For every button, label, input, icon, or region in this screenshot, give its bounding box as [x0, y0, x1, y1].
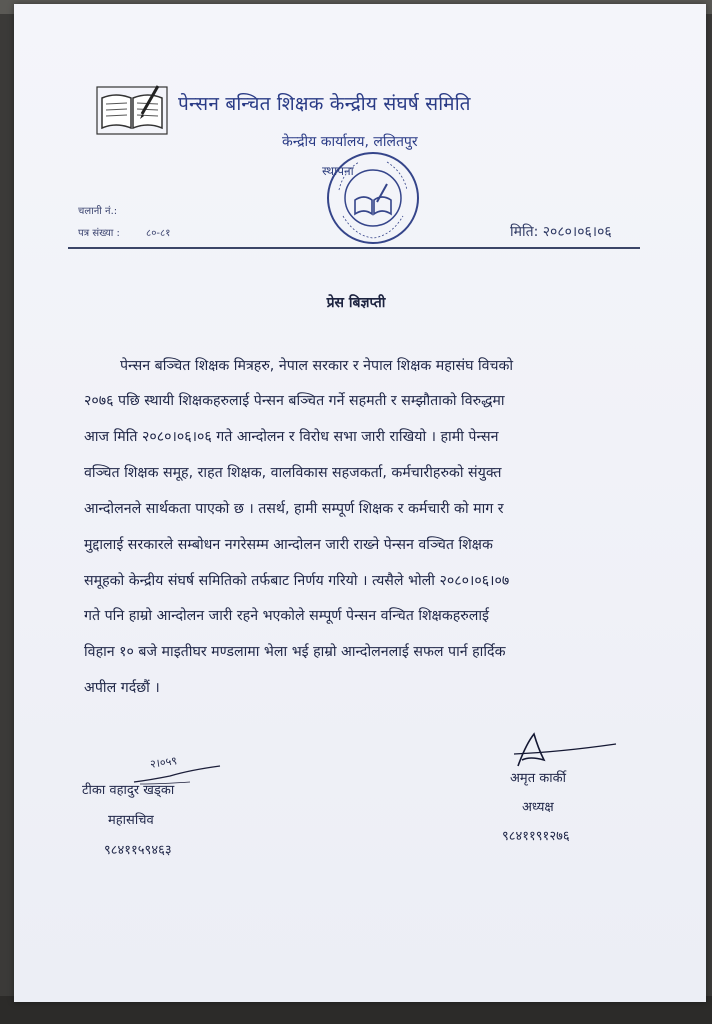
- body-line: विहान १० बजे माइतीघर मण्डलामा भेला भई हाम्रो आन्दोलनलाई सफल पार्न हार्दिक: [84, 644, 506, 660]
- seal-label: स्थापना: [322, 164, 354, 178]
- organization-title: पेन्सन बन्चित शिक्षक केन्द्रीय संघर्ष समिति: [178, 93, 471, 115]
- right-signature-icon: [500, 730, 620, 770]
- body-line: समूहको केन्द्रीय संघर्ष समितिको तर्फबाट निर्णय गरियो । त्यसैले भोली २०८०।०६।०७: [84, 573, 510, 589]
- press-release-heading: प्रेस बिज्ञप्ती: [326, 295, 386, 311]
- left-signatory-name: टीका वहादुर खड्का: [82, 783, 175, 798]
- left-signatory-phone: ९८४११५९४६३: [104, 843, 172, 858]
- header-divider: [68, 247, 640, 249]
- right-signatory-title: अध्यक्ष: [522, 800, 554, 815]
- date-label: मिति:: [510, 224, 539, 240]
- open-book-logo-icon: [96, 84, 168, 136]
- date-field: [510, 222, 612, 241]
- body-line: आन्दोलनले सार्थकता पाएको छ । तसर्थ, हामी सम्पूर्ण शिक्षक र कर्मचारी को माग र: [84, 501, 504, 517]
- left-signatory-title: महासचिव: [108, 813, 154, 828]
- left-signature-text: २।०५९: [149, 754, 178, 771]
- body-line: मुद्दालाई सरकारले सम्बोधन नगरेसम्म आन्दोलन जारी राख्ने पेन्सन वञ्चित शिक्षक: [84, 537, 493, 553]
- date-value: २०८०।०६।०६: [542, 224, 612, 240]
- office-location: केन्द्रीय कार्यालय, ललितपुर: [282, 134, 418, 150]
- body-line: २०७६ पछि स्थायी शिक्षकहरुलाई पेन्सन बञ्चित गर्ने सहमती र सम्झौताको विरुद्धमा: [84, 393, 505, 409]
- chalani-number-label: चलानी नं.:: [78, 206, 118, 217]
- body-line: पेन्सन बञ्चित शिक्षक मित्रहरु, नेपाल सरकार र नेपाल शिक्षक महासंघ विचको: [120, 358, 514, 374]
- letter-number-value: ८०-८१: [146, 228, 171, 239]
- right-signatory-phone: ९८४११९१२७६: [502, 829, 570, 844]
- body-line: वञ्चित शिक्षक समूह, राहत शिक्षक, वालविकास सहजकर्ता, कर्मचारीहरुको संयुक्त: [84, 465, 502, 481]
- body-line: आज मिति २०८०।०६।०६ गते आन्दोलन र विरोध सभा जारी राखियो । हामी पेन्सन: [84, 429, 499, 445]
- letter-number-label: पत्र संख्या :: [78, 228, 120, 239]
- right-signatory-name: अमृत कार्की: [510, 771, 566, 786]
- body-line: गते पनि हाम्रो आन्दोलन जारी रहने भएकोले सम्पूर्ण पेन्सन वन्चित शिक्षकहरुलाई: [84, 608, 489, 624]
- body-line: अपील गर्दछौं ।: [84, 680, 160, 696]
